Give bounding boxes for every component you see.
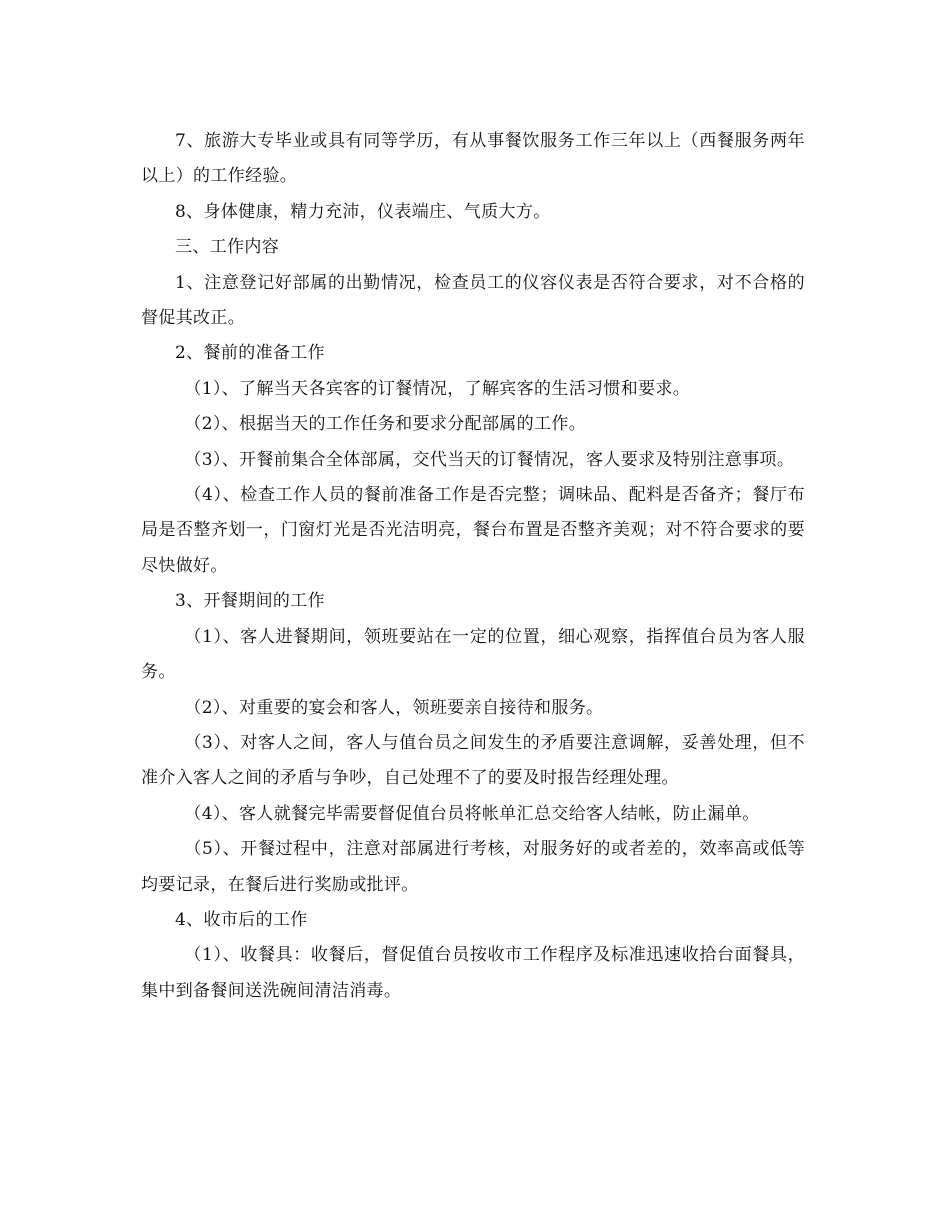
list-item-after-closing-1: （1）、收餐具：收餐后，督促值台员按收市工作程序及标准迅速收拾台面餐具，集中到备餐间送洗碗间清洁消毒。 xyxy=(141,945,805,1001)
list-item-during-meal-2: （2）、对重要的宴会和客人，领班要亲自接待和服务。 xyxy=(184,697,604,718)
list-item-during-meal-5: （5）、开餐过程中，注意对部属进行考核，对服务好的或者差的，效率高或低等均要记录，在餐后进行奖励或批评。 xyxy=(141,839,805,895)
paragraph-qualification-8: 8、身体健康，精力充沛，仪表端庄、气质大方。 xyxy=(175,201,551,222)
list-item-pre-meal-4: （4）、检查工作人员的餐前准备工作是否完整；调味品、配料是否备齐；餐厅布局是否整齐划一，门窗灯光是否光洁明亮，餐台布置是否整齐美观；对不符合要求的要尽快做好。 xyxy=(141,485,805,576)
list-item-during-meal-3: （3）、对客人之间，客人与值台员之间发生的矛盾要注意调解，妥善处理，但不准介入客人之间的矛盾与争吵，自己处理不了的要及时报告经理处理。 xyxy=(141,732,805,789)
list-item-pre-meal-1: （1）、了解当天各宾客的订餐情况，了解宾客的生活习惯和要求。 xyxy=(184,378,691,399)
list-item-pre-meal-3: （3）、开餐前集合全体部属，交代当天的订餐情况，客人要求及特别注意事项。 xyxy=(184,449,795,470)
list-item-during-meal-4: （4）、客人就餐完毕需要督促值台员将帐单汇总交给客人结帐，防止漏单。 xyxy=(184,803,760,824)
section-heading-work-content: 三、工作内容 xyxy=(175,237,280,258)
subheading-pre-meal-preparation: 2、餐前的准备工作 xyxy=(175,343,325,364)
document-body xyxy=(141,124,805,1009)
list-item-pre-meal-2: （2）、根据当天的工作任务和要求分配部属的工作。 xyxy=(184,414,587,435)
list-item-during-meal-1: （1）、客人进餐期间，领班要站在一定的位置，细心观察，指挥值台员为客人服务。 xyxy=(141,626,805,683)
subheading-during-meal-work: 3、开餐期间的工作 xyxy=(175,591,325,612)
subheading-after-closing-work: 4、收市后的工作 xyxy=(175,909,308,930)
paragraph-attendance-check: 1、注意登记好部属的出勤情况，检查员工的仪容仪表是否符合要求，对不合格的督促其改正。 xyxy=(141,272,805,329)
paragraph-qualification-7: 7、旅游大专毕业或具有同等学历，有从事餐饮服务工作三年以上（西餐服务两年以上）的工作经验。 xyxy=(141,131,805,187)
